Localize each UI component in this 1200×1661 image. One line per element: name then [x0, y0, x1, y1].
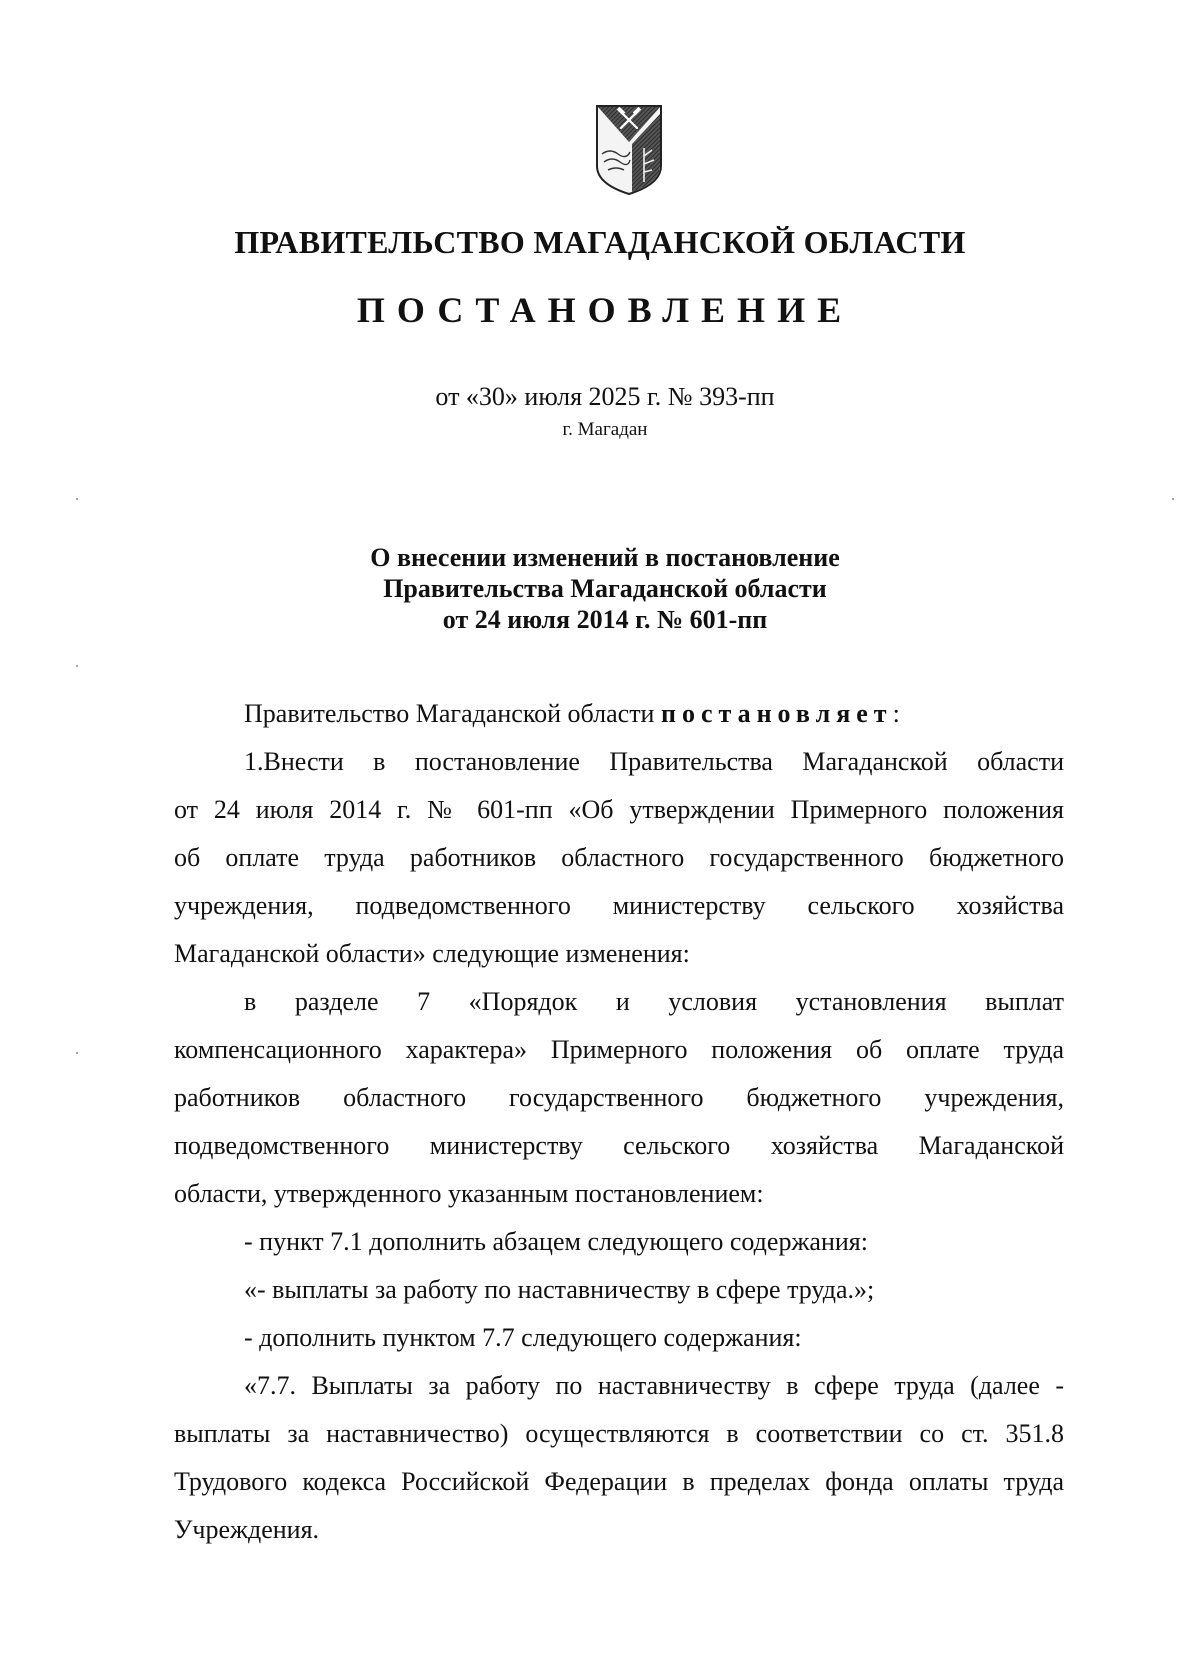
body-line: компенсационного характера» Примерного положения об оплате труда	[174, 1035, 1064, 1064]
decree-intro-text: Правительство Магаданской области	[244, 699, 655, 728]
subject-line: О внесении изменений в постановление	[370, 543, 840, 572]
document-date-number: от «30» июля 2025 г. № 393-пп	[435, 382, 775, 411]
body-line: об оплате труда работников областного государственного бюджетного	[174, 843, 1064, 872]
document-city: г. Магадан	[562, 419, 648, 440]
government-title: ПРАВИТЕЛЬСТВО МАГАДАНСКОЙ ОБЛАСТИ	[234, 224, 966, 260]
subject-line: Правительства Магаданской области	[383, 574, 827, 603]
document-type-title: ПОСТАНОВЛЕНИЕ	[356, 290, 854, 330]
document-subject	[0, 542, 1200, 635]
subject-line: от 24 июля 2014 г. № 601-пп	[442, 605, 768, 634]
decree-intro	[244, 697, 1064, 731]
body-line: Трудового кодекса Российской Федерации в пределах фонда оплаты труда	[174, 1467, 1064, 1496]
scan-speck	[76, 665, 78, 667]
body-line: «7.7. Выплаты за работу по наставничеству в сфере труда (далее -	[244, 1371, 1064, 1400]
body-line: области, утвержденного указанным постановлением:	[174, 1179, 764, 1208]
body-line: выплаты за наставничество) осуществляются в соответствии со ст. 351.8	[174, 1419, 1064, 1448]
body-line: подведомственного министерству сельского хозяйства Магаданской	[174, 1131, 1064, 1160]
coat-of-arms-emblem	[594, 104, 664, 196]
scan-speck	[1172, 498, 1174, 500]
scan-speck	[76, 1052, 78, 1054]
body-line: учреждения, подведомственного министерству сельского хозяйства	[174, 891, 1064, 920]
body-line: - пункт 7.1 дополнить абзацем следующего содержания:	[244, 1227, 868, 1256]
body-line: - дополнить пунктом 7.7 следующего содержания:	[244, 1323, 802, 1352]
body-line: 1.Внести в постановление Правительства Магаданской области	[244, 747, 1064, 776]
body-line: от 24 июля 2014 г. № 601-пп «Об утверждении Примерного положения	[174, 795, 1064, 824]
body-line: Учреждения.	[174, 1515, 320, 1544]
decree-intro-colon: :	[892, 699, 900, 728]
decree-intro-verb: постановляет	[660, 699, 893, 728]
body-line: работников областного государственного бюджетного учреждения,	[174, 1083, 1064, 1112]
scan-speck	[76, 498, 78, 500]
body-line: Магаданской области» следующие изменения:	[174, 939, 690, 968]
body-line: в разделе 7 «Порядок и условия установления выплат	[244, 987, 1064, 1016]
body-line: «- выплаты за работу по наставничеству в сфере труда.»;	[244, 1275, 875, 1304]
